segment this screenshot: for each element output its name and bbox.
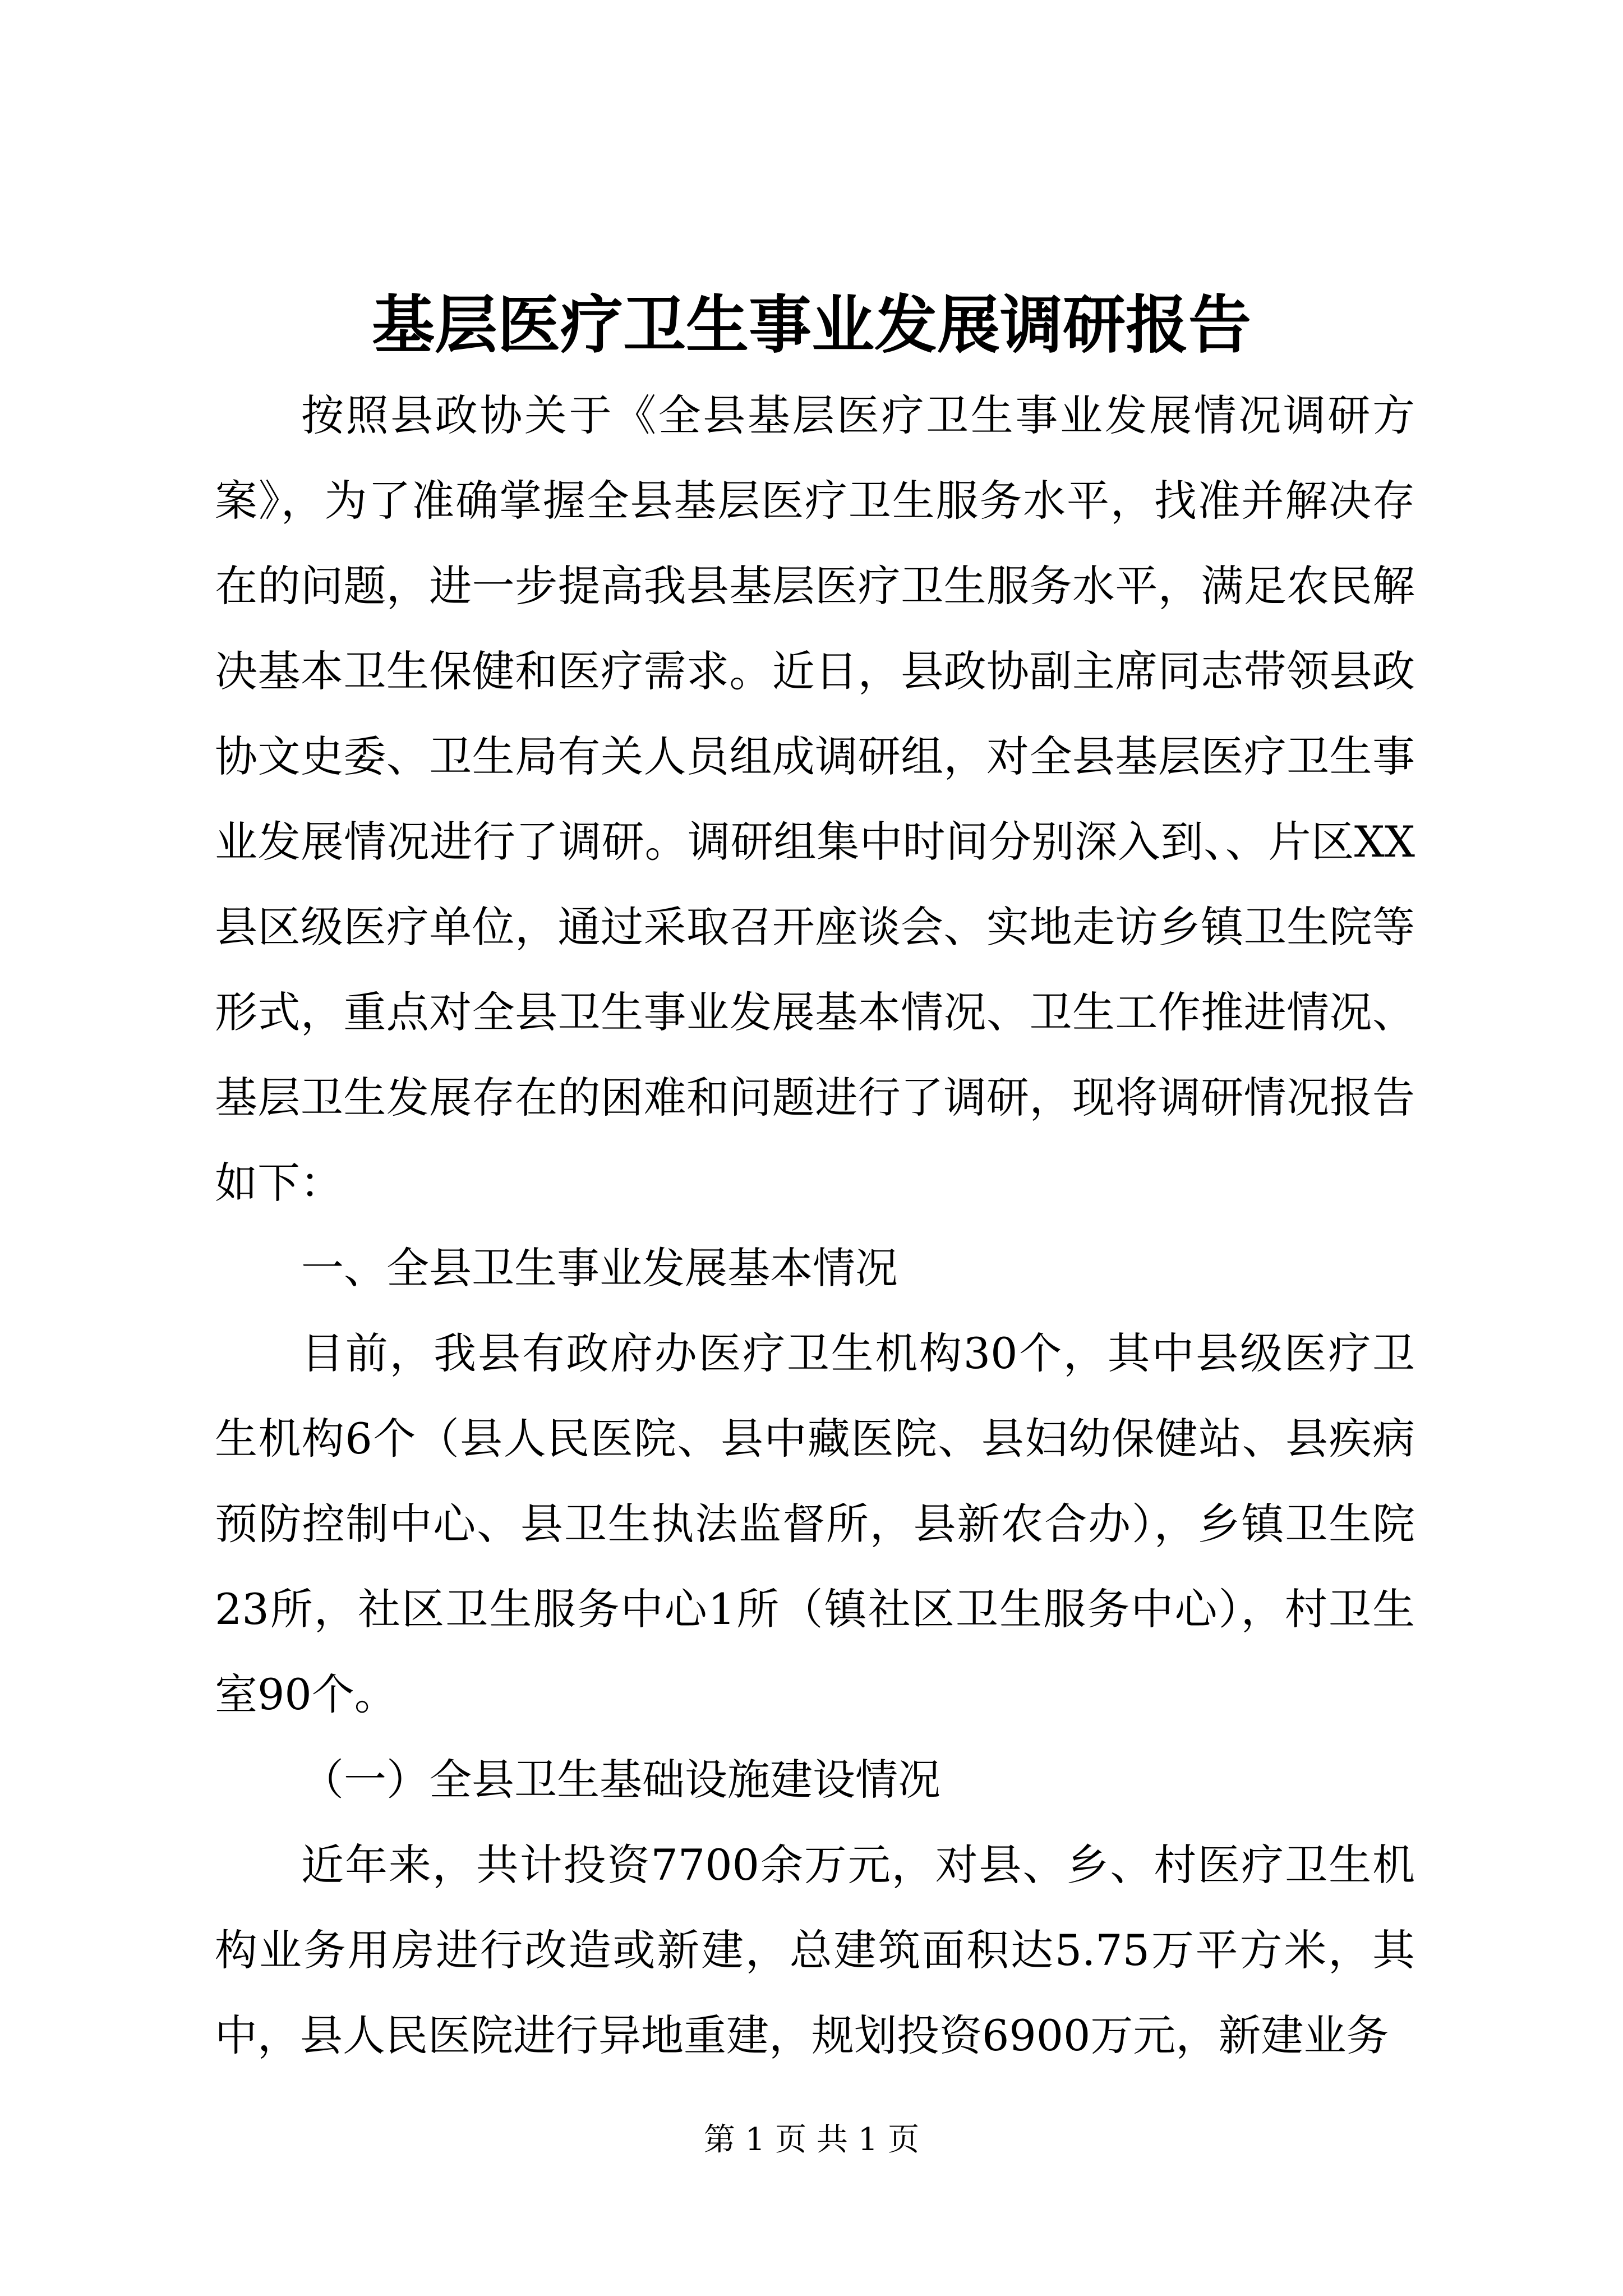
- section-heading-1: 一、全县卫生事业发展基本情况: [301, 1243, 898, 1293]
- document-body: [215, 373, 1415, 2078]
- paragraph-infrastructure: 近年来，共计投资7700余万元，对县、乡、村医疗卫生机构业务用房进行改造或新建，总建筑面积达5.75万平方米，其中，县人民医院进行异地重建，规划投资6900万元，新建业务: [215, 1840, 1415, 2060]
- paragraph-intro: 按照县政协关于《全县基层医疗卫生事业发展情况调研方案》，为了准确掌握全县基层医疗卫生服务水平，找准并解决存在的问题，进一步提高我县基层医疗卫生服务水平，满足农民解决基本卫生保健和医疗需求。近日，县政协副主席同志带领县政协文史委、卫生局有关人员组成调研组，对全县基层医疗卫生事业发展情况进行了调研。调研组集中时间分别深入到、、片区XX县区级医疗单位，通过采取召开座谈会、实地走访乡镇卫生院等形式，重点对全县卫生事业发展基本情况、卫生工作推进情况、基层卫生发展存在的困难和问题进行了调研，现将调研情况报告如下：: [215, 390, 1415, 1208]
- page-number-footer: 第 1 页 共 1 页: [703, 2122, 920, 2158]
- document-title: 基层医疗卫生事业发展调研报告: [372, 288, 1251, 362]
- paragraph-institutions: 目前，我县有政府办医疗卫生机构30个，其中县级医疗卫生机构6个（县人民医院、县中藏医院、县妇幼保健站、县疾病预防控制中心、县卫生执法监督所，县新农合办），乡镇卫生院23所，社区卫生服务中心1所（镇社区卫生服务中心），村卫生室90个。: [215, 1328, 1415, 1719]
- subsection-heading-1: （一）全县卫生基础设施建设情况: [301, 1755, 940, 1805]
